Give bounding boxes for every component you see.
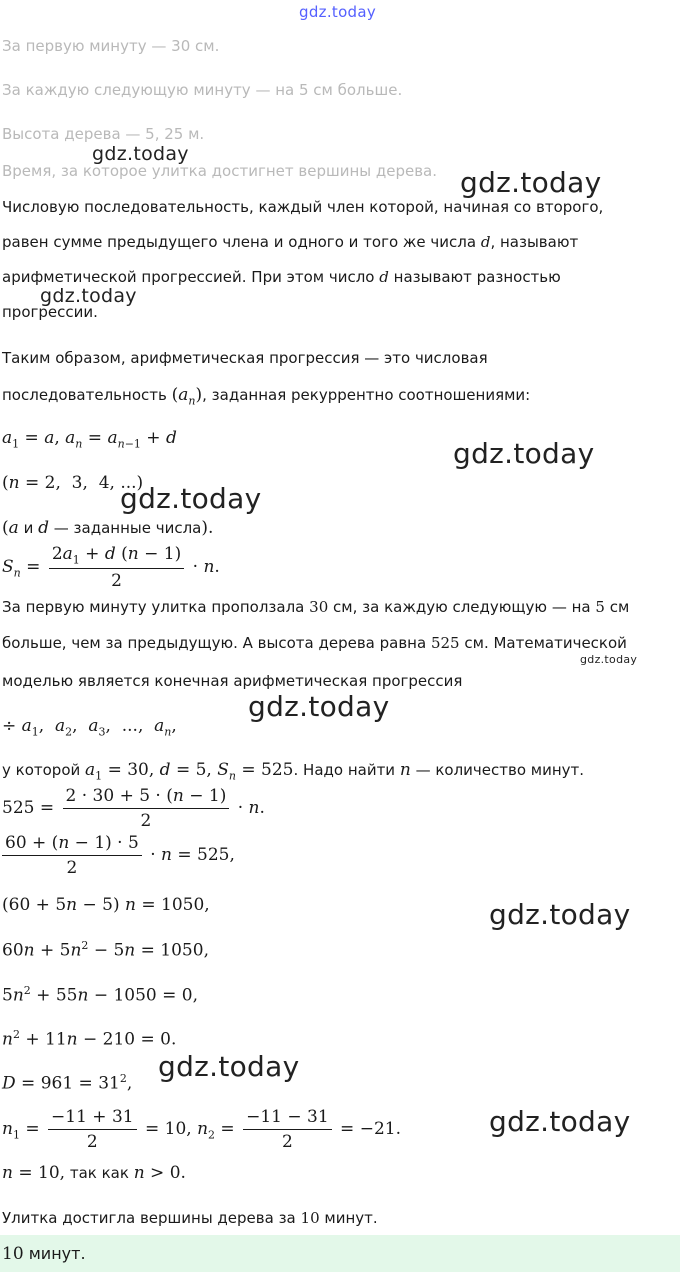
solution-line-4: у которой $a_1 = 30$, d = 5, $S_n = 525$. Надо найти n — количество минут.	[2, 760, 585, 783]
number: 525	[430, 634, 460, 652]
given-height: Высота дерева — 5, 25 м.	[2, 125, 205, 143]
number: 5	[595, 598, 605, 616]
watermark: gdz.today	[489, 1105, 631, 1138]
text: см, за каждую следующую — на	[333, 598, 591, 616]
fraction: $\frac{60 + (n - 1) \cdot 5}{2}$	[2, 833, 142, 878]
text: , называют	[490, 233, 579, 251]
watermark: gdz.today	[158, 1050, 300, 1083]
text: последовательность	[2, 386, 167, 404]
given-each-next: За каждую следующую минуту — на 5 см больше.	[2, 81, 403, 99]
text: , заданная рекуррентно соотношениями:	[202, 386, 531, 404]
equation-4: $60n + 5n^2 - 5n = 1050$,	[2, 939, 209, 961]
root-choice: n = 10, так как n > 0.	[2, 1163, 186, 1183]
n-range: (n = 2, 3, 4, ...)	[2, 473, 144, 493]
answer-box	[0, 1235, 680, 1272]
solution-line-1	[2, 598, 629, 616]
watermark: gdz.today	[580, 653, 638, 666]
watermark: gdz.today	[489, 898, 631, 931]
equation-2: $\frac{60 + (n - 1) \cdot 5}{2}$ · n = 525,	[2, 833, 235, 878]
progression-formula: ÷ $a_1$, $a_2$, $a_3$, ..., $a_n$,	[2, 716, 177, 739]
text: см	[609, 598, 630, 616]
solution-line-3: моделью является конечная арифметическая прогрессия	[2, 672, 463, 690]
fraction: $\frac{-11 + 31}{2}$	[48, 1107, 137, 1152]
definition-line-1: Числовую последовательность, каждый член которой, начиная со второго,	[2, 198, 604, 216]
watermark-top: gdz.today	[299, 3, 377, 21]
var-d: d	[480, 233, 491, 251]
number: 10	[300, 1209, 320, 1227]
text: у которой	[2, 761, 81, 779]
thus-line-2	[2, 385, 530, 407]
text: называют разностью	[393, 268, 561, 286]
text: минут.	[324, 1209, 378, 1227]
definition-line-2	[2, 233, 578, 251]
text: больше, чем за предыдущую. А высота дерева равна	[2, 634, 427, 652]
equation-5: $5n^2 + 55n - 1050 = 0$,	[2, 984, 199, 1006]
fraction: $\frac{2 \cdot 30 + 5 \cdot (n - 1)}{2}$	[63, 786, 230, 831]
equation-1: 525 = $\frac{2 \cdot 30 + 5 \cdot (n - 1)}{2}$ · n.	[2, 786, 265, 831]
conclusion	[2, 1209, 378, 1227]
given-time: Время, за которое улитка достигнет вершины дерева.	[2, 162, 438, 180]
text: и	[23, 519, 34, 537]
text: так как	[69, 1164, 129, 1182]
text: — количество минут.	[415, 761, 585, 779]
text: . Надо найти	[293, 761, 396, 779]
thus-line-1: Таким образом, арифметическая прогрессия — это числовая	[2, 349, 488, 367]
roots: $n_1$ = $\frac{-11 + 31}{2}$ = 10, $n_2$ = $\frac{-11 - 31}{2}$ = −21.	[2, 1107, 401, 1152]
text: см. Математической	[464, 634, 627, 652]
discriminant: $D = 961 = 31^2$,	[2, 1072, 133, 1094]
given-first-minute: За первую минуту — 30 см.	[2, 37, 220, 55]
definition-line-3	[2, 268, 561, 286]
given-numbers-note: (a и d — заданные числа).	[2, 518, 214, 538]
text: заданные числа	[73, 519, 202, 537]
watermark: gdz.today	[453, 437, 595, 470]
text: За первую минуту улитка проползала	[2, 598, 305, 616]
fraction: $\frac{2a_1 + d (n - 1)}{2}$	[49, 544, 184, 591]
solution-line-2	[2, 634, 627, 652]
var-d: d	[379, 268, 389, 286]
text: арифметической прогрессией. При этом число	[2, 268, 375, 286]
watermark: gdz.today	[248, 690, 390, 723]
equation-3: (60 + 5n − 5) n = 1050,	[2, 895, 210, 915]
watermark: gdz.today	[92, 143, 189, 165]
watermark: gdz.today	[120, 482, 262, 515]
text: Улитка достигла вершины дерева за	[2, 1209, 296, 1227]
equation-6: $n^2 + 11n - 210 = 0$.	[2, 1028, 177, 1050]
recurrence-formula: $a_1 = a$, $a_n = a_{n-1} + d$	[2, 428, 177, 451]
answer-text: минут.	[28, 1244, 86, 1263]
fraction: $\frac{-11 - 31}{2}$	[243, 1107, 332, 1152]
sequence-symbol: $(a_n)$	[171, 385, 203, 408]
number: 30	[309, 598, 329, 616]
watermark: gdz.today	[40, 285, 137, 307]
text: равен сумме предыдущего члена и одного и того же числа	[2, 233, 477, 251]
sum-formula: $S_n$ = $\frac{2a_1 + d (n - 1)}{2}$ · n.	[2, 544, 220, 592]
watermark: gdz.today	[460, 166, 602, 199]
definition-line-4: прогрессии.	[2, 303, 98, 321]
answer-number: 10	[2, 1244, 24, 1264]
